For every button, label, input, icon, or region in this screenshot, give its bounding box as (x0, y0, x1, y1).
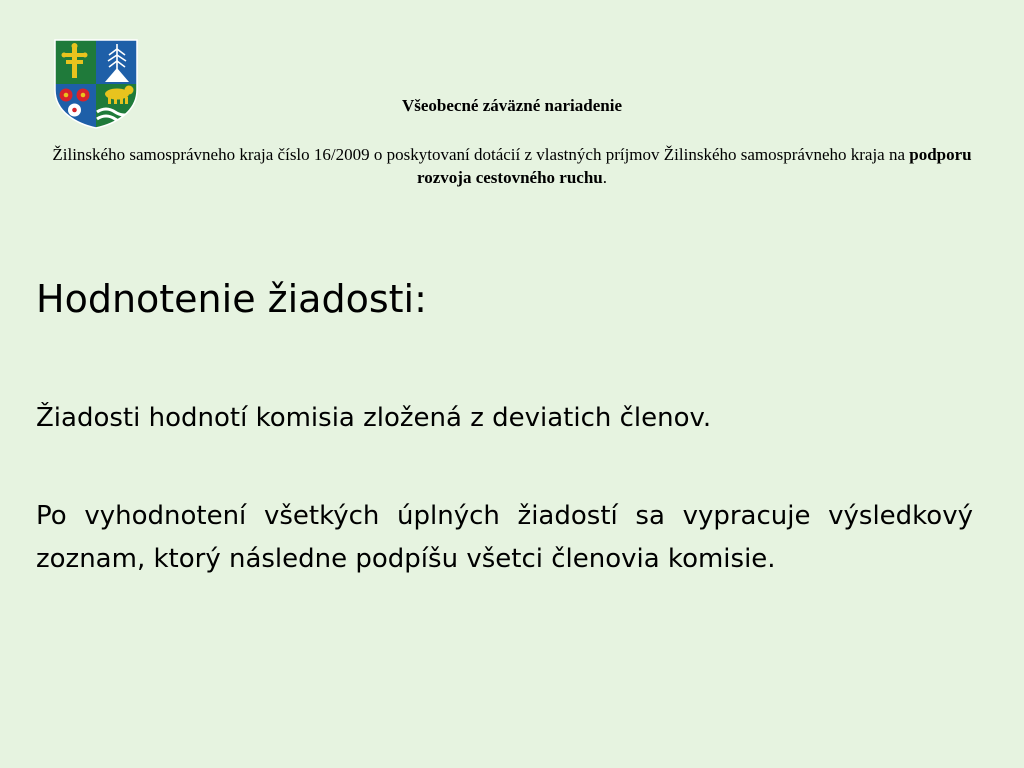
header-description-end: . (602, 168, 607, 187)
header-description-bold: podporu rozvoja cestovného ruchu (417, 145, 972, 187)
header-description-text: Žilinského samosprávneho kraja číslo 16/2009 o poskytovaní dotácií z vlastných príjmov Žilinského samosprávneho kraja na (52, 145, 910, 164)
paragraph-results-list: Po vyhodnotení všetkých úplných žiadostí sa vypracuje výsledkový zoznam, ktorý následne podpíšu všetci členovia komisie. (36, 501, 973, 574)
header-title: Všeobecné záväzné nariadenie (401, 96, 623, 115)
section-heading: Hodnotenie žiadosti: (36, 277, 427, 321)
header-description (40, 143, 984, 189)
paragraph-commission: Žiadosti hodnotí komisia zložená z deviatich členov. (36, 403, 712, 433)
